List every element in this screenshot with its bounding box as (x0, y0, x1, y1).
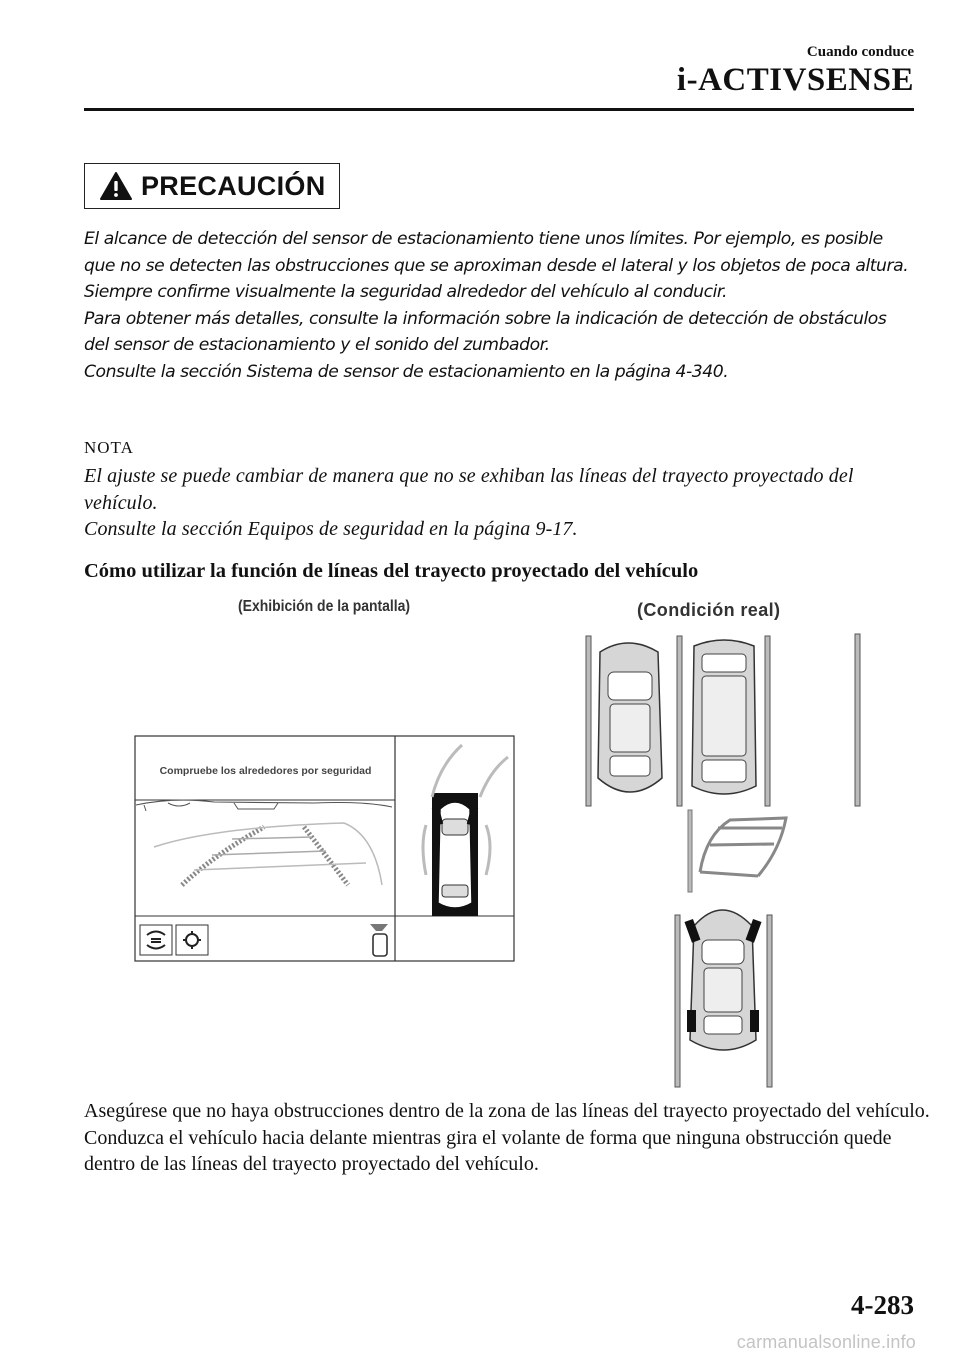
parking-line (767, 915, 772, 1087)
caution-paragraph: Para obtener más detalles, consulte la información sobre la indicación de detección de obstáculos del sensor de estacionamiento y el sonido del zumbador. (84, 308, 887, 355)
parked-car-windshield (608, 672, 652, 700)
watermark: carmanualsonline.info (736, 1332, 916, 1352)
screen-warning-message: Compruebe los alrededores por seguridad (159, 765, 372, 777)
driving-car-rear-window (704, 1016, 742, 1034)
caution-heading: PRECAUCIÓN (141, 170, 326, 201)
parking-line (855, 634, 860, 806)
header-chapter-title: i-ACTIVSENSE (676, 62, 914, 98)
parking-line (765, 636, 770, 806)
note-paragraph: Consulte la sección Equipos de seguridad en la página 9-17. (84, 518, 578, 540)
caution-paragraph: El alcance de detección del sensor de estacionamiento tiene unos límites. Por ejemplo, es posible que no se detecten las obstrucciones que se aproximan desde el lateral y los objetos de poca altura. Siempre confirme visualmente la seguridad alrededor del vehículo al conducir. (84, 229, 909, 302)
driving-car-roof (704, 968, 742, 1012)
parked-car-roof (610, 704, 650, 752)
note-label: NOTA (84, 438, 134, 457)
parked-car-roof (702, 676, 746, 756)
parking-line (688, 810, 692, 892)
parked-car-rear-window (702, 654, 746, 672)
header-section-label: Cuando conduce (806, 44, 914, 60)
body-paragraph: Conduzca el vehículo hacia delante mientras gira el volante de forma que ninguna obstrucción quede dentro de las líneas del trayecto proyectado del vehículo. (84, 1126, 892, 1175)
body-text (84, 1098, 934, 1178)
top-view-wheel (471, 873, 477, 891)
section-heading: Cómo utilizar la función de líneas del trayecto proyectado del vehículo (84, 560, 699, 582)
parking-line (675, 915, 680, 1087)
parked-car-rear-window (610, 756, 650, 776)
page-number: 4-283 (851, 1290, 914, 1320)
driving-car-wheel (687, 1010, 696, 1032)
caution-box (84, 163, 340, 209)
driving-car-windshield (702, 940, 744, 964)
caution-paragraph: Consulte la sección Sistema de sensor de estacionamiento en la página 4-340. (84, 361, 729, 382)
caution-text (84, 226, 914, 385)
parking-line (677, 636, 682, 806)
top-view-wheel (433, 873, 439, 891)
note-text (84, 463, 924, 543)
driving-car-wheel (750, 1010, 759, 1032)
parked-car-windshield (702, 760, 746, 782)
note-paragraph: El ajuste se puede cambiar de manera que no se exhiban las líneas del trayecto proyectado del vehículo. (84, 465, 854, 514)
screen-caption: (Exhibición de la pantalla) (238, 598, 411, 615)
projected-path (700, 818, 786, 876)
real-condition-illustration (570, 630, 870, 1096)
top-view-windshield (442, 819, 468, 835)
body-paragraph: Asegúrese que no haya obstrucciones dentro de la zona de las líneas del trayecto proyectado del vehículo. (84, 1100, 930, 1122)
parking-line (586, 636, 591, 806)
header-divider (84, 108, 914, 111)
top-view-rear-window (442, 885, 468, 897)
warning-icon (99, 171, 133, 201)
real-caption: (Condición real) (637, 600, 781, 620)
